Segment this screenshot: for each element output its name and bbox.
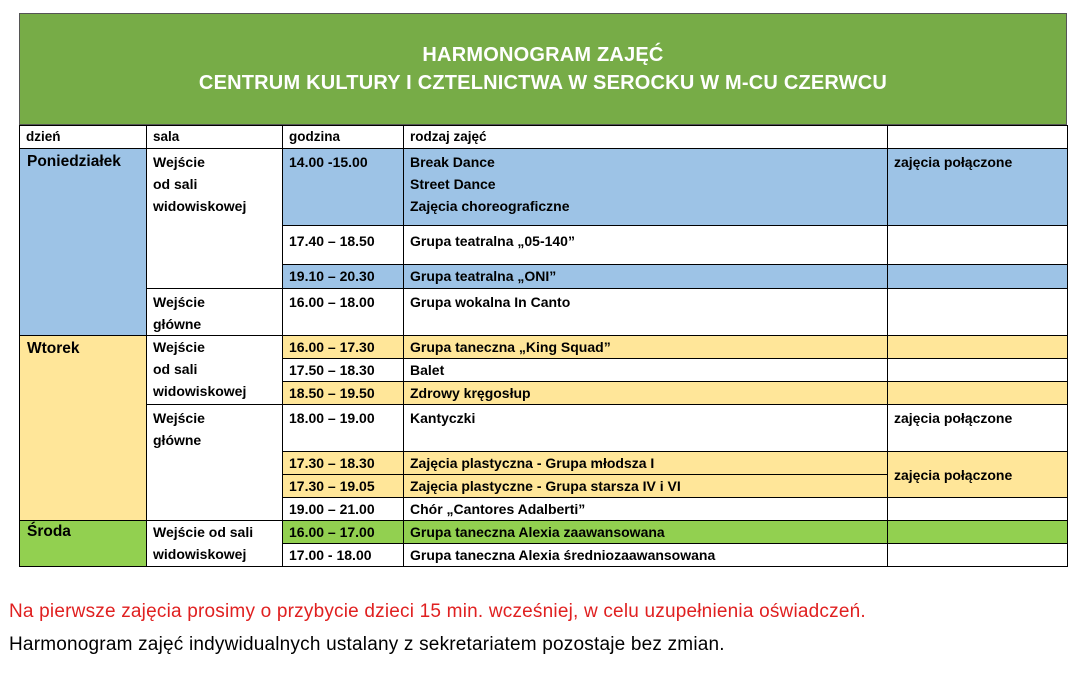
schedule-header [19,13,1067,125]
column-header-time: godzina [283,126,404,149]
note-cell [888,521,1068,544]
activity-cell [404,149,888,226]
note-cell: zajęcia połączone [888,149,1068,226]
time-cell: 16.00 – 17.30 [283,336,404,359]
info-notice: Harmonogram zajęć indywidualnych ustalany z sekretariatem pozostaje bez zmian. [9,634,725,655]
column-header-note [888,126,1068,149]
column-header-day: dzień [20,126,147,149]
time-cell: 17.50 – 18.30 [283,359,404,382]
time-cell: 17.00 - 18.00 [283,544,404,567]
table-row [20,405,1068,452]
note-cell [888,382,1068,405]
header-subtitle: CENTRUM KULTURY I CZTELNICTWA W SEROCKU W M-CU CZERWCU [198,72,888,94]
room-line: główne [153,432,202,448]
schedule-table [19,125,1068,567]
room-cell [147,405,283,521]
room-cell [147,289,283,336]
note-cell [888,498,1068,521]
time-cell: 19.00 – 21.00 [283,498,404,521]
room-line: główne [153,316,202,332]
note-cell [888,359,1068,382]
time-cell: 17.30 – 19.05 [283,475,404,498]
activity-line: Zajęcia choreograficzne [410,198,570,214]
room-line: od sali [153,176,198,192]
activity-cell: Grupa teatralna „ONI” [404,265,888,289]
activity-cell: Zdrowy kręgosłup [404,382,888,405]
column-header-room: sala [147,126,283,149]
activity-cell: Chór „Cantores Adalberti” [404,498,888,521]
room-cell [147,336,283,405]
room-line: widowiskowej [153,198,247,214]
room-line: Wejście [153,294,205,310]
table-header-row [20,126,1068,149]
day-tuesday: Wtorek [20,336,147,521]
table-row [20,521,1068,544]
activity-cell: Zajęcia plastyczne - Grupa starsza IV i VI [404,475,888,498]
activity-cell: Grupa taneczna „King Squad” [404,336,888,359]
red-notice: Na pierwsze zajęcia prosimy o przybycie dzieci 15 min. wcześniej, w celu uzupełnienia oświadczeń. [9,601,866,622]
header-title: HARMONOGRAM ZAJĘĆ [422,44,664,66]
room-line: Wejście od sali [153,524,254,540]
activity-cell: Zajęcia plastyczna - Grupa młodsza I [404,452,888,475]
room-line: Wejście [153,410,205,426]
activity-line: Break Dance [410,154,495,170]
room-line: Wejście [153,154,205,170]
activity-cell: Grupa taneczna Alexia średniozaawansowana [404,544,888,567]
time-cell: 18.00 – 19.00 [283,405,404,452]
activity-line: Street Dance [410,176,496,192]
note-cell [888,544,1068,567]
room-line: od sali [153,361,198,377]
time-cell: 16.00 – 18.00 [283,289,404,336]
note-cell [888,336,1068,359]
time-cell: 17.40 – 18.50 [283,226,404,265]
time-cell: 16.00 – 17.00 [283,521,404,544]
room-line: widowiskowej [153,546,247,562]
room-line: widowiskowej [153,383,247,399]
room-cell [147,149,283,289]
time-cell: 19.10 – 20.30 [283,265,404,289]
note-cell [888,226,1068,265]
time-cell: 17.30 – 18.30 [283,452,404,475]
note-cell: zajęcia połączone [888,405,1068,452]
note-cell [888,265,1068,289]
activity-cell: Balet [404,359,888,382]
table-row [20,289,1068,336]
time-cell: 18.50 – 19.50 [283,382,404,405]
day-wednesday: Środa [20,521,147,567]
activity-cell: Grupa wokalna In Canto [404,289,888,336]
table-row [20,149,1068,226]
note-cell: zajęcia połączone [888,452,1068,498]
time-cell: 14.00 -15.00 [283,149,404,226]
room-line: Wejście [153,339,205,355]
table-row [20,336,1068,359]
column-header-activity: rodzaj zajęć [404,126,888,149]
note-cell [888,289,1068,336]
activity-cell: Kantyczki [404,405,888,452]
room-cell [147,521,283,567]
activity-cell: Grupa teatralna „05-140” [404,226,888,265]
day-monday: Poniedziałek [20,149,147,336]
activity-cell: Grupa taneczna Alexia zaawansowana [404,521,888,544]
